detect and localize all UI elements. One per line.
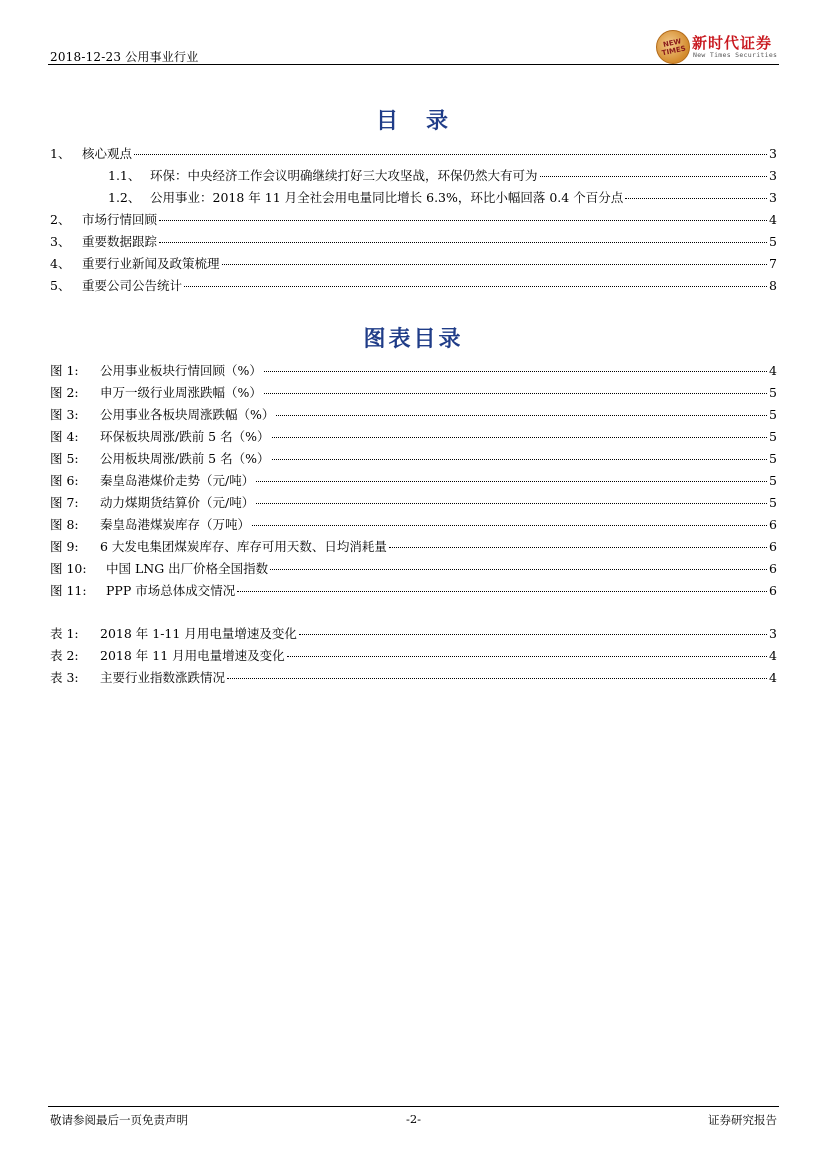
page-number: 7 xyxy=(769,256,777,271)
figure-entry-text: PPP 市场总体成交情况 xyxy=(106,583,236,598)
page-number: 3 xyxy=(769,190,777,205)
leader-dots xyxy=(256,503,767,504)
leader-dots xyxy=(237,591,767,592)
leader-dots xyxy=(159,242,767,243)
page-number: 5 xyxy=(769,473,777,488)
toc-entry-text: 重要行业新闻及政策梳理 xyxy=(82,256,220,271)
figure-entry[interactable]: 图 4: 环保板块周涨/跌前 5 名（%） 5 xyxy=(50,429,777,444)
figure-entry[interactable]: 图 7: 动力煤期货结算价（元/吨） 5 xyxy=(50,495,777,510)
leader-dots xyxy=(252,525,767,526)
figure-entry-text: 秦皇岛港煤炭库存（万吨） xyxy=(100,517,251,532)
page-number: 4 xyxy=(769,648,777,663)
logo-mark-icon: NEW TIMES xyxy=(656,30,690,64)
page-number: 4 xyxy=(769,363,777,378)
page-number: 3 xyxy=(769,168,777,183)
logo-cn-text: 新时代证券 xyxy=(692,34,773,52)
toc-entry[interactable]: 1、 核心观点 3 xyxy=(50,146,777,161)
page-number: 6 xyxy=(769,583,777,598)
leader-dots xyxy=(256,481,767,482)
toc-entry-text: 市场行情回顾 xyxy=(82,212,158,227)
leader-dots xyxy=(159,220,767,221)
header-date-industry: 2018-12-23 公用事业行业 xyxy=(50,50,199,64)
toc-entry-text: 公用事业：2018 年 11 月全社会用电量同比增长 6.3%，环比小幅回落 0.4 个百分点 xyxy=(150,190,624,205)
figure-entry-text: 公用事业各板块周涨跌幅（%） xyxy=(100,407,275,422)
figure-entry[interactable]: 图 1: 公用事业板块行情回顾（%） 4 xyxy=(50,363,777,378)
footer-report-type: 证券研究报告 xyxy=(708,1113,777,1127)
figure-entry-text: 中国 LNG 出厂价格全国指数 xyxy=(106,561,269,576)
table-entry-text: 2018 年 1-11 月用电量增速及变化 xyxy=(100,626,297,641)
leader-dots xyxy=(264,393,767,394)
figure-entry-text: 秦皇岛港煤价走势（元/吨） xyxy=(100,473,255,488)
company-logo xyxy=(656,30,780,64)
leader-dots xyxy=(625,198,767,199)
figure-entry-text: 动力煤期货结算价（元/吨） xyxy=(100,495,255,510)
page-number-footer: -2- xyxy=(405,1112,422,1126)
figure-entry-text: 公用事业板块行情回顾（%） xyxy=(100,363,262,378)
leader-dots xyxy=(272,437,768,438)
page-number: 8 xyxy=(769,278,777,293)
leader-dots xyxy=(264,371,767,372)
page-number: 5 xyxy=(769,407,777,422)
page-number: 4 xyxy=(769,670,777,685)
page-number: 3 xyxy=(769,146,777,161)
leader-dots xyxy=(276,415,767,416)
page-number: 4 xyxy=(769,212,777,227)
page-number: 6 xyxy=(769,561,777,576)
leader-dots xyxy=(299,634,767,635)
toc-entry[interactable]: 1.1、 环保：中央经济工作会议明确继续打好三大攻坚战，环保仍然大有可为 3 xyxy=(108,168,777,183)
toc-entry[interactable]: 2、 市场行情回顾 4 xyxy=(50,212,777,227)
leader-dots xyxy=(272,459,768,460)
toc-entry[interactable]: 4、 重要行业新闻及政策梳理 7 xyxy=(50,256,777,271)
leader-dots xyxy=(270,569,767,570)
leader-dots xyxy=(184,286,767,287)
page-number: 6 xyxy=(769,539,777,554)
toc-entry-text: 环保：中央经济工作会议明确继续打好三大攻坚战，环保仍然大有可为 xyxy=(150,168,538,183)
leader-dots xyxy=(134,154,767,155)
figure-entry-text: 6 大发电集团煤炭库存、库存可用天数、日均消耗量 xyxy=(100,539,387,554)
footer-divider xyxy=(48,1106,779,1107)
table-entry[interactable]: 表 3: 主要行业指数涨跌情况 4 xyxy=(50,670,777,685)
figures-title: 图表目录 xyxy=(363,327,464,352)
figure-entry[interactable]: 图 8: 秦皇岛港煤炭库存（万吨） 6 xyxy=(50,517,777,532)
page-number: 6 xyxy=(769,517,777,532)
leader-dots xyxy=(222,264,767,265)
page-number: 5 xyxy=(769,429,777,444)
figure-entry[interactable]: 图 11: PPP 市场总体成交情况 6 xyxy=(50,583,777,598)
figure-entry[interactable]: 图 10: 中国 LNG 出厂价格全国指数 6 xyxy=(50,561,777,576)
toc-title: 目 录 xyxy=(375,109,451,134)
footer-disclaimer: 敬请参阅最后一页免责声明 xyxy=(50,1113,188,1127)
toc-entry[interactable]: 3、 重要数据跟踪 5 xyxy=(50,234,777,249)
header-divider xyxy=(48,64,779,65)
leader-dots xyxy=(389,547,767,548)
toc-entry-text: 重要公司公告统计 xyxy=(82,278,183,293)
toc-entry-text: 重要数据跟踪 xyxy=(82,234,158,249)
figure-entry[interactable]: 图 3: 公用事业各板块周涨跌幅（%） 5 xyxy=(50,407,777,422)
page-number: 5 xyxy=(769,495,777,510)
page-number: 3 xyxy=(769,626,777,641)
toc-entry[interactable]: 1.2、 公用事业：2018 年 11 月全社会用电量同比增长 6.3%，环比小幅回落 0.4 个百分点 3 xyxy=(108,190,777,205)
page-number: 5 xyxy=(769,451,777,466)
toc-entry[interactable]: 5、 重要公司公告统计 8 xyxy=(50,278,777,293)
table-entry-text: 主要行业指数涨跌情况 xyxy=(100,670,226,685)
figure-entry-text: 环保板块周涨/跌前 5 名（%） xyxy=(100,429,270,444)
page-number: 5 xyxy=(769,385,777,400)
figure-entry[interactable]: 图 2: 申万一级行业周涨跌幅（%） 5 xyxy=(50,385,777,400)
page-number: 5 xyxy=(769,234,777,249)
figure-entry[interactable]: 图 9: 6 大发电集团煤炭库存、库存可用天数、日均消耗量 6 xyxy=(50,539,777,554)
figure-entry[interactable]: 图 6: 秦皇岛港煤价走势（元/吨） 5 xyxy=(50,473,777,488)
leader-dots xyxy=(287,656,767,657)
leader-dots xyxy=(227,678,767,679)
table-entry[interactable]: 表 2: 2018 年 11 月用电量增速及变化 4 xyxy=(50,648,777,663)
figure-entry-text: 公用板块周涨/跌前 5 名（%） xyxy=(100,451,270,466)
table-entry-text: 2018 年 11 月用电量增速及变化 xyxy=(100,648,285,663)
logo-en-text: New Times Securities xyxy=(693,51,778,59)
table-entry[interactable]: 表 1: 2018 年 1-11 月用电量增速及变化 3 xyxy=(50,626,777,641)
figure-entry-text: 申万一级行业周涨跌幅（%） xyxy=(100,385,262,400)
leader-dots xyxy=(540,176,767,177)
figure-entry[interactable]: 图 5: 公用板块周涨/跌前 5 名（%） 5 xyxy=(50,451,777,466)
toc-entry-text: 核心观点 xyxy=(82,146,133,161)
